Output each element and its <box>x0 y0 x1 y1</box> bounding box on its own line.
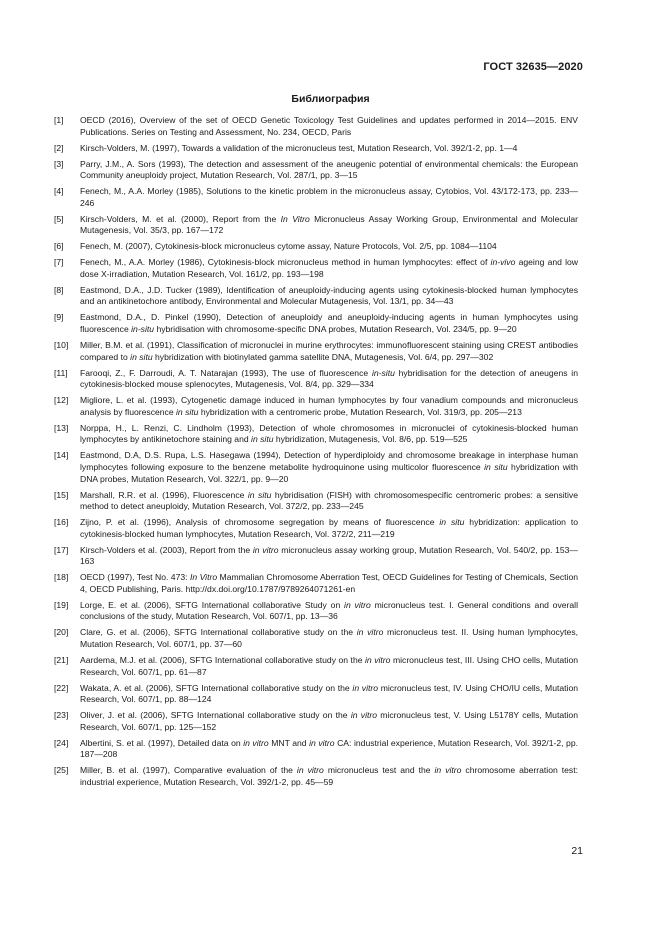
reference-item <box>54 241 578 253</box>
reference-text-segment: Mammalian Chromosome Aberration Test, OECD Guidelines for Testing of Chemicals, Section 4, OECD Publishing, Paris. http://dx.doi.org/10.1787/9789264071261-en <box>80 572 578 594</box>
reference-text-segment: hybridisation with chromosome-specific DNA probes, Mutation Research, Vol. 234/5, pp. 9—20 <box>154 324 517 335</box>
reference-number: [10] <box>54 340 69 351</box>
reference-text-segment: micronucleus test. I. General conditions and overall conclusions of the study, Mutation Research, Vol. 607/1, pp. 13—36 <box>80 599 579 622</box>
reference-text-segment: hybridization with DNA probes, Mutation Research, Vol. 322/1, pp. 9—20 <box>80 461 578 484</box>
reference-italic-term: in vitro <box>365 654 391 665</box>
reference-text-segment: Lorge, E. et al. (2006), SFTG International collaborative Study on <box>80 599 345 610</box>
reference-item <box>54 340 578 363</box>
reference-text <box>80 683 578 706</box>
reference-italic-term: in situ <box>247 489 272 500</box>
reference-list <box>54 115 578 793</box>
reference-text <box>80 214 578 237</box>
reference-text-segment: Zijno, P. et al. (1996), Analysis of chromosome segregation by means of fluorescence <box>80 517 440 528</box>
reference-italic-term: in-situ <box>371 367 395 378</box>
reference-item <box>54 423 578 446</box>
reference-text-segment: hybridization: application to cytokinesis-blocked human lymphocytes, Mutation Research, Vol. 372/2, 211—219 <box>80 517 579 539</box>
reference-number: [4] <box>54 186 64 197</box>
reference-text <box>80 143 578 155</box>
reference-number: [20] <box>54 627 69 638</box>
reference-item <box>54 143 578 155</box>
reference-text <box>80 572 578 595</box>
reference-number: [2] <box>54 142 64 153</box>
reference-number: [15] <box>54 489 69 500</box>
reference-text-segment: micronucleus test, V. Using L5178Y cells, Mutation Research, Vol. 607/1, pp. 125—152 <box>80 710 578 732</box>
reference-item <box>54 738 578 761</box>
reference-number: [24] <box>54 737 69 748</box>
reference-italic-term: in vitro <box>252 544 279 555</box>
reference-text-segment: CA: industrial experience, Mutation Research, Vol. 392/1-2, pp. 187—208 <box>80 737 578 760</box>
reference-italic-term: in vitro <box>352 682 379 693</box>
reference-number: [8] <box>54 284 64 295</box>
reference-number: [11] <box>54 367 68 378</box>
reference-text <box>80 738 578 761</box>
reference-text-segment: Kirsch-Volders, M. et al. (2000), Report from the <box>80 213 281 224</box>
document-standard-header: ГОСТ 32635—2020 <box>483 61 583 73</box>
reference-text-segment: Micronucleus Assay Working Group, Environmental and Molecular Mutagenesis, Vol. 35/3, pp. 167—172 <box>80 213 579 236</box>
reference-text-segment: OECD (1997), Test No. 473: <box>80 572 190 583</box>
reference-italic-term: in vitro <box>356 627 384 638</box>
reference-number: [12] <box>54 395 69 406</box>
reference-text <box>80 312 578 335</box>
reference-item <box>54 683 578 706</box>
reference-text-segment: Oliver, J. et al. (2006), SFTG International collaborative study on the <box>80 710 351 721</box>
reference-italic-term: in vitro <box>309 737 335 748</box>
reference-text <box>80 627 578 650</box>
reference-text-segment: Fenech, M., A.A. Morley (1985), Solutions to the kinetic problem in the micronucleus assay, Cytobios, Vol. 43/172-173, pp. 233—246 <box>80 186 578 208</box>
reference-number: [3] <box>54 158 64 169</box>
reference-italic-term: in vitro <box>344 599 371 610</box>
reference-item <box>54 214 578 237</box>
reference-number: [13] <box>54 422 69 433</box>
reference-text-segment: MNT and <box>268 737 310 748</box>
reference-text-segment: hybridization with a centromeric probe, Mutation Research, Vol. 319/3, pp. 205—213 <box>198 406 522 417</box>
reference-italic-term: in situ <box>130 351 153 362</box>
reference-text-segment: hybridization, Mutagenesis, Vol. 8/6, pp. 519—525 <box>273 434 468 445</box>
reference-number: [16] <box>54 517 69 528</box>
reference-text-segment: Miller, B. et al. (1997), Comparative evaluation of the <box>80 765 297 776</box>
reference-number: [23] <box>54 710 69 721</box>
reference-text-segment: hybridization with biotinylated gamma satellite DNA, Mutagenesis, Vol. 6/4, pp. 297—302 <box>152 351 494 362</box>
reference-item <box>54 186 578 209</box>
page-number: 21 <box>571 845 583 857</box>
reference-text-segment: OECD (2016), Overview of the set of OECD Genetic Toxicology Test Guidelines and updates performed in 2014—2015. ENV Publications. Series on Testing and Assessment, No. 234, OECD, Paris <box>80 115 578 137</box>
reference-text-segment: Albertini, S. et al. (1997), Detailed data on <box>80 737 244 748</box>
reference-italic-term: In Vitro <box>280 213 310 224</box>
reference-item <box>54 655 578 678</box>
reference-text <box>80 340 578 363</box>
reference-text-segment: micronucleus test, IV. Using CHO/IU cells, Mutation Research, Vol. 607/1, pp. 88—124 <box>80 682 579 705</box>
reference-item <box>54 368 578 391</box>
reference-italic-term: in vitro <box>434 765 462 776</box>
reference-text-segment: Eastmond, D.A., J.D. Tucker (1989), Identification of aneuploidy-inducing agents using cytokinesis-blocked human lymphocytes and an antikinetochore antibody, Environmental and Molecular Mutagenesis, Vol. 13/1, pp. 34—43 <box>80 284 578 307</box>
reference-number: [22] <box>54 682 69 693</box>
reference-number: [19] <box>54 599 69 610</box>
reference-text-segment: Aardema, M.J. et al. (2006), SFTG International collaborative study on the <box>80 654 366 665</box>
reference-item <box>54 115 578 138</box>
reference-text <box>80 423 578 446</box>
reference-text-segment: Clare, G. et al. (2006), SFTG International collaborative study on the <box>80 627 357 638</box>
reference-number: [5] <box>54 213 64 224</box>
reference-text <box>80 600 578 623</box>
reference-number: [1] <box>54 115 64 125</box>
reference-item <box>54 490 578 513</box>
reference-text-segment: ageing and low dose X-irradiation, Mutation Research, Vol. 161/2, pp. 193—198 <box>80 257 579 279</box>
reference-item <box>54 395 578 418</box>
reference-italic-term: In Vitro <box>189 572 218 583</box>
bibliography-title: Библиография <box>291 93 370 105</box>
reference-text <box>80 368 578 391</box>
reference-text-segment: hybridisation for the detection of aneugens in cytokinesis-blocked mouse splenocytes, Mutagenesis, Vol. 8/4, pp. 329—334 <box>80 367 578 390</box>
reference-text <box>80 186 578 209</box>
reference-text <box>80 450 578 485</box>
reference-number: [17] <box>54 544 69 555</box>
reference-text-segment: micronucleus test, III. Using CHO cells, Mutation Research, Vol. 607/1, pp. 61—87 <box>80 654 579 677</box>
reference-text-segment: Migliore, L. et al. (1993), Cytogenetic damage induced in human lymphocytes by four vanadium compounds and micronucleus analysis by fluorescence <box>80 395 578 417</box>
reference-number: [25] <box>54 765 69 776</box>
reference-item <box>54 257 578 280</box>
reference-text-segment: Miller, B.M. et al. (1991), Classification of micronuclei in murine erythrocytes: immunofluorescent staining using CREST antibodies compared to <box>80 340 578 362</box>
reference-text <box>80 655 578 678</box>
reference-italic-term: in vitro <box>350 710 378 721</box>
reference-item <box>54 517 578 540</box>
reference-item <box>54 572 578 595</box>
reference-text <box>80 241 578 253</box>
reference-text-segment: Norppa, H., L. Renzi, C. Lindholm (1993), Detection of whole chromosomes in micronuclei of cytokinesis-blocked human lymphocytes by antikinetochore staining and <box>80 422 578 445</box>
reference-text-segment: Fenech, M., A.A. Morley (1986), Cytokinesis-block micronucleus method in human lymphocytes: effect of <box>80 257 491 268</box>
reference-italic-term: in situ <box>176 406 199 417</box>
reference-text-segment: Parry, J.M., A. Sors (1993), The detection and assessment of the aneugenic potential of environmental chemicals: the European Community aneuploidy project, Mutation Research, Vol. 287/1, pp. 3—15 <box>80 158 578 181</box>
reference-text-segment: chromosome aberration test: industrial experience, Mutation Research, Vol. 392/1-2, pp. 45—59 <box>80 765 578 787</box>
reference-text-segment: hybridisation (FISH) with chromosomespecific centromeric probes: a sensitive method to detect aneuploidy, Mutation Research, Vol. 372/2, pp. 233—245 <box>80 489 579 512</box>
reference-item <box>54 159 578 182</box>
reference-text-segment: micronucleus assay working group, Mutation Research, Vol. 540/2, pp. 153—163 <box>80 544 579 567</box>
reference-text <box>80 115 578 138</box>
reference-text-segment: Farooqi, Z., F. Darroudi, A. T. Natarajan (1993), The use of fluorescence <box>80 367 372 378</box>
reference-text-segment: Wakata, A. et al. (2006), SFTG International collaborative study on the <box>80 682 353 693</box>
reference-text <box>80 490 578 513</box>
reference-text <box>80 159 578 182</box>
reference-item <box>54 627 578 650</box>
reference-number: [7] <box>54 257 64 268</box>
reference-number: [6] <box>54 241 64 252</box>
reference-text-segment: micronucleus test. II. Using human lymphocytes, Mutation Research, Vol. 607/1, pp. 37—60 <box>80 627 579 649</box>
reference-italic-term: in-vivo <box>490 257 516 268</box>
reference-item <box>54 600 578 623</box>
reference-text-segment: Marshall, R.R. et al. (1996), Fluorescence <box>80 489 248 500</box>
reference-italic-term: in vitro <box>296 765 324 776</box>
reference-italic-term: in situ <box>484 461 508 472</box>
reference-text-segment: Kirsch-Volders, M. (1997), Towards a validation of the micronucleus test, Mutation Research, Vol. 392/1-2, pp. 1—4 <box>80 142 518 153</box>
reference-text-segment: Eastmond, D.A, D.S. Rupa, L.S. Hasegawa (1994), Detection of hyperdiploidy and chromosome breakage in interphase human lymphocytes following exposure to the benzene metabolite hydroquinone using multicolor fluorescence <box>80 450 578 472</box>
reference-italic-term: in situ <box>439 517 465 528</box>
reference-italic-term: in-situ <box>131 324 155 335</box>
reference-text <box>80 710 578 733</box>
reference-item <box>54 450 578 485</box>
reference-number: [21] <box>54 654 69 665</box>
reference-number: [9] <box>54 312 64 323</box>
reference-text <box>80 517 578 540</box>
reference-item <box>54 312 578 335</box>
reference-italic-term: in vitro <box>243 737 269 748</box>
reference-item <box>54 285 578 308</box>
reference-item <box>54 710 578 733</box>
reference-text <box>80 257 578 280</box>
reference-text-segment: Eastmond, D.A., D. Pinkel (1990), Detection of aneuploidy and aneuploidy-inducing agents in human lymphocytes using fluorescence <box>80 312 578 335</box>
reference-text <box>80 765 578 788</box>
reference-text <box>80 395 578 418</box>
reference-item <box>54 765 578 788</box>
reference-italic-term: in situ <box>251 434 274 445</box>
reference-text-segment: Kirsch-Volders et al. (2003), Report from the <box>80 544 253 555</box>
reference-number: [14] <box>54 450 69 461</box>
reference-number: [18] <box>54 572 69 583</box>
reference-text-segment: Fenech, M. (2007), Cytokinesis-block micronucleus cytome assay, Nature Protocols, Vol. 2/5, pp. 1084—1104 <box>80 241 497 252</box>
reference-text-segment: micronucleus test and the <box>323 765 435 776</box>
reference-item <box>54 545 578 568</box>
reference-text <box>80 545 578 568</box>
reference-text <box>80 285 578 308</box>
